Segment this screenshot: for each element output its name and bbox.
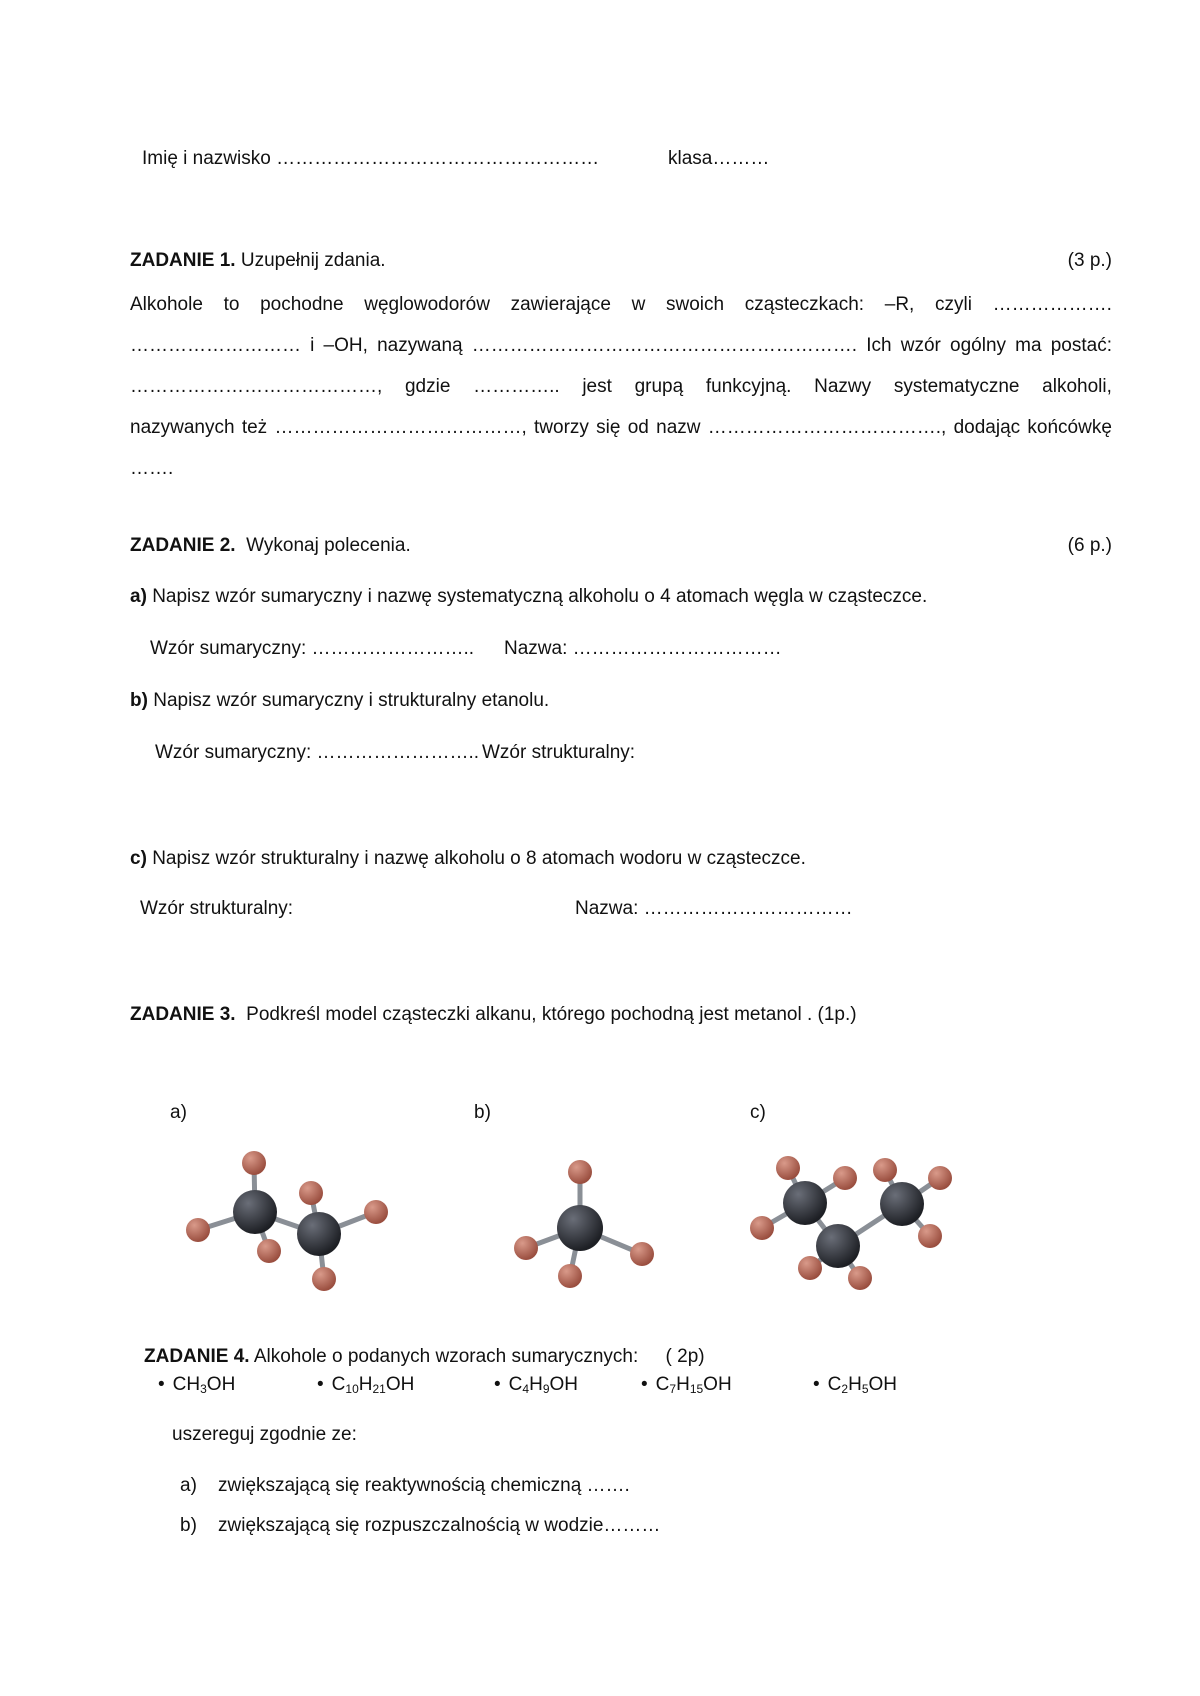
word: ………….. bbox=[473, 376, 560, 397]
task4-formula-3 bbox=[494, 1374, 578, 1396]
formula-part: OH bbox=[868, 1374, 897, 1395]
word: to bbox=[223, 294, 240, 315]
task1-instruction: Uzupełnij zdania. bbox=[240, 250, 386, 271]
word: węglowodorów bbox=[364, 294, 490, 315]
formula-part: H bbox=[676, 1374, 690, 1395]
task2-a-name-field[interactable]: Nazwa: …………………………… bbox=[504, 638, 782, 659]
task2-title: ZADANIE 2. bbox=[130, 535, 236, 556]
formula-part: OH bbox=[385, 1374, 415, 1395]
formula-part: CH bbox=[172, 1374, 201, 1395]
task3-option-a-label: a) bbox=[170, 1102, 187, 1123]
task4-order-intro: uszereguj zgodnie ze: bbox=[172, 1424, 357, 1445]
formula-part: OH bbox=[206, 1374, 236, 1395]
formula-subscript: 4 bbox=[522, 1382, 530, 1396]
task1-title: ZADANIE 1. bbox=[130, 250, 236, 271]
propane-model-icon bbox=[750, 1148, 964, 1312]
formula-subscript: 10 bbox=[345, 1382, 359, 1396]
task2-points: (6 p.) bbox=[1067, 535, 1112, 556]
word: ………………. bbox=[992, 294, 1112, 315]
task3-title: ZADANIE 3. bbox=[130, 1004, 236, 1025]
word: się bbox=[596, 417, 621, 438]
task3-instruction: Podkreśl model cząsteczki alkanu, którego pochodną jest metanol . (1p.) bbox=[246, 1004, 857, 1025]
formula-subscript: 21 bbox=[372, 1382, 386, 1396]
task2-b-formula-field[interactable]: Wzór sumaryczny: …………………….. bbox=[155, 742, 480, 763]
task3-option-b-label: b) bbox=[474, 1102, 491, 1123]
word: końcówkę bbox=[1027, 417, 1112, 438]
word: funkcyjną. bbox=[705, 376, 792, 397]
task2-c-label: c) bbox=[130, 848, 147, 869]
task3-model-c[interactable] bbox=[750, 1148, 964, 1312]
task3-option-c-label: c) bbox=[750, 1102, 766, 1123]
word: systematyczne bbox=[893, 376, 1020, 397]
task4-formula-5 bbox=[813, 1374, 897, 1396]
task2-b-label: b) bbox=[130, 690, 148, 711]
formula-text bbox=[656, 1374, 732, 1395]
task1-heading bbox=[130, 250, 386, 272]
formula-text bbox=[173, 1374, 236, 1395]
word: w bbox=[631, 294, 646, 315]
bullet: • bbox=[494, 1374, 501, 1395]
task2-c-name-field[interactable]: Nazwa: …………………………… bbox=[575, 898, 853, 919]
name-blank[interactable]: …………………………………………… bbox=[276, 148, 600, 169]
task4-item-b bbox=[180, 1515, 660, 1537]
task4-item-b-text[interactable]: zwiększającą się rozpuszczalnością w wodzie……… bbox=[218, 1515, 661, 1536]
word: alkoholi, bbox=[1042, 376, 1112, 397]
word: nazw bbox=[656, 417, 701, 438]
task4-item-b-label: b) bbox=[180, 1515, 197, 1536]
formula-part: C bbox=[827, 1374, 842, 1395]
task1-line-3 bbox=[130, 376, 1112, 398]
name-label: Imię i nazwisko bbox=[142, 148, 271, 169]
task4-instruction: Alkohole o podanych wzorach sumarycznych: bbox=[253, 1346, 639, 1367]
formula-text bbox=[509, 1374, 578, 1395]
formula-part: C bbox=[655, 1374, 670, 1395]
task3-model-a[interactable] bbox=[172, 1148, 400, 1310]
task1-line-1 bbox=[130, 294, 1112, 316]
formula-subscript: 3 bbox=[200, 1382, 207, 1396]
formula-subscript: 2 bbox=[841, 1382, 849, 1396]
task4-points: ( 2p) bbox=[665, 1346, 705, 1367]
task4-formula-4 bbox=[641, 1374, 732, 1396]
formula-subscript: 5 bbox=[861, 1382, 869, 1396]
formula-subscript: 15 bbox=[689, 1382, 704, 1396]
methane-model-icon bbox=[472, 1150, 702, 1310]
task4-item-a-text[interactable]: zwiększającą się reaktywnością chemiczną ……. bbox=[218, 1475, 630, 1496]
word: ……………………… bbox=[130, 335, 301, 356]
formula-text bbox=[332, 1374, 415, 1395]
word: Alkohole bbox=[130, 294, 203, 315]
word: –OH, bbox=[323, 335, 368, 356]
formula-part: H bbox=[848, 1374, 862, 1395]
task2-c-text: Napisz wzór strukturalny i nazwę alkoholu o 8 atomach wodoru w cząsteczce. bbox=[152, 848, 806, 869]
formula-part: OH bbox=[549, 1374, 578, 1395]
task2-c-structural-field[interactable]: Wzór strukturalny: bbox=[140, 898, 294, 919]
word: jest bbox=[582, 376, 612, 397]
task2-b-instruction bbox=[130, 690, 549, 712]
formula-part: H bbox=[529, 1374, 543, 1395]
task2-a-formula-field[interactable]: Wzór sumaryczny: …………………….. bbox=[150, 638, 475, 659]
task4-formula-1 bbox=[158, 1374, 235, 1396]
task3-model-b[interactable] bbox=[472, 1150, 702, 1310]
task4-formula-2 bbox=[317, 1374, 414, 1396]
formula-part: C bbox=[508, 1374, 523, 1395]
bullet: • bbox=[317, 1374, 324, 1395]
word: …………………………………, bbox=[274, 417, 527, 438]
task2-instruction: Wykonaj polecenia. bbox=[246, 535, 411, 556]
formula-subscript: 7 bbox=[669, 1382, 677, 1396]
word: wzór bbox=[900, 335, 941, 356]
formula-text bbox=[828, 1374, 897, 1395]
word: swoich bbox=[666, 294, 725, 315]
word: ma bbox=[1015, 335, 1042, 356]
bullet: • bbox=[158, 1374, 165, 1395]
word: od bbox=[627, 417, 649, 438]
task2-a-instruction bbox=[130, 586, 927, 608]
task4-title: ZADANIE 4. bbox=[144, 1346, 250, 1367]
word: postać: bbox=[1050, 335, 1112, 356]
bullet: • bbox=[641, 1374, 648, 1395]
word: Ich bbox=[866, 335, 892, 356]
task4-item-a bbox=[180, 1475, 630, 1497]
word: gdzie bbox=[404, 376, 451, 397]
word: ogólny bbox=[950, 335, 1007, 356]
formula-subscript: 9 bbox=[542, 1382, 550, 1396]
task4-item-a-label: a) bbox=[180, 1475, 197, 1496]
ethane-model-icon bbox=[172, 1148, 400, 1310]
task2-b-structural-field[interactable]: Wzór strukturalny: bbox=[482, 742, 636, 763]
task1-line-2 bbox=[130, 335, 1112, 357]
word: nazywanych bbox=[130, 417, 235, 438]
word: zawierające bbox=[510, 294, 611, 315]
word: pochodne bbox=[260, 294, 344, 315]
task3-heading bbox=[130, 1004, 857, 1026]
class-field[interactable]: klasa……… bbox=[668, 148, 770, 169]
formula-part: H bbox=[358, 1374, 373, 1395]
task2-heading bbox=[130, 535, 411, 557]
task1-last-line: ……. bbox=[130, 458, 174, 479]
bullet: • bbox=[813, 1374, 820, 1395]
word: tworzy bbox=[534, 417, 589, 438]
task2-c-instruction bbox=[130, 848, 806, 870]
word: Nazwy bbox=[814, 376, 872, 397]
word: dodając bbox=[953, 417, 1021, 438]
task4-heading bbox=[144, 1346, 705, 1368]
name-field[interactable] bbox=[142, 148, 599, 170]
formula-part: OH bbox=[703, 1374, 732, 1395]
task2-b-text: Napisz wzór sumaryczny i strukturalny etanolu. bbox=[153, 690, 550, 711]
word: i bbox=[310, 335, 315, 356]
word: grupą bbox=[634, 376, 684, 397]
task2-a-text: Napisz wzór sumaryczny i nazwę systematyczną alkoholu o 4 atomach węgla w cząsteczce. bbox=[152, 586, 928, 607]
word: cząsteczkach: bbox=[744, 294, 865, 315]
word: ……………………………………………………. bbox=[471, 335, 858, 356]
task1-points: (3 p.) bbox=[1067, 250, 1112, 271]
task1-line-4 bbox=[130, 417, 1112, 439]
word: też bbox=[241, 417, 268, 438]
word: nazywaną bbox=[377, 335, 463, 356]
word: …………………………………, bbox=[130, 376, 383, 397]
word: ………………………………., bbox=[707, 417, 947, 438]
word: –R, bbox=[884, 294, 915, 315]
formula-part: C bbox=[331, 1374, 346, 1395]
word: czyli bbox=[935, 294, 972, 315]
task2-a-label: a) bbox=[130, 586, 147, 607]
